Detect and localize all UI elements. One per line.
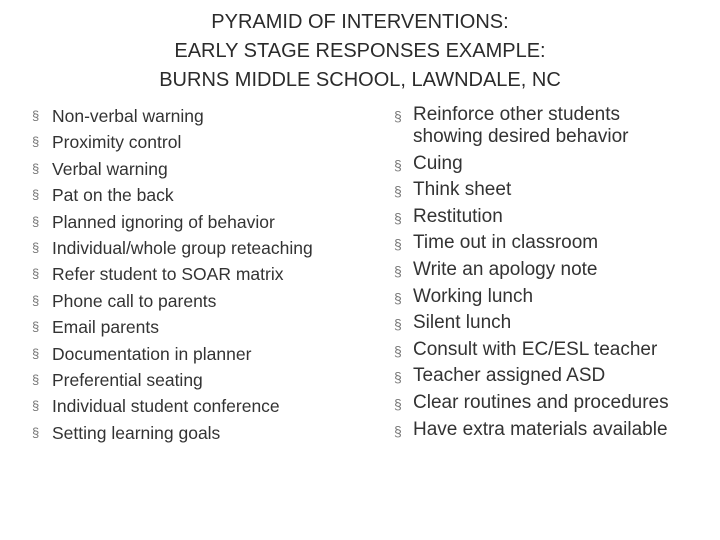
bullet-icon: §	[32, 319, 40, 335]
bullet-icon: §	[32, 398, 40, 414]
list-item	[394, 259, 694, 281]
list-item-text: Think sheet	[413, 179, 512, 201]
list-item	[394, 392, 694, 414]
list-item-text: Cuing	[413, 152, 463, 174]
list-item	[394, 312, 694, 334]
list-item	[32, 238, 332, 258]
bullet-icon: §	[394, 422, 402, 439]
bullet-icon: §	[32, 187, 40, 203]
list-item-text: Planned ignoring of behavior	[52, 211, 275, 232]
title-line-3: BURNS MIDDLE SCHOOL, LAWNDALE, NC	[159, 69, 561, 91]
bullet-icon: §	[394, 108, 402, 124]
list-item-text: Pat on the back	[52, 185, 174, 206]
list-item	[32, 159, 332, 179]
bullet-icon: §	[32, 424, 40, 440]
list-item	[32, 264, 332, 284]
bullet-icon: §	[32, 292, 40, 308]
list-item-text: Phone call to parents	[52, 290, 217, 311]
list-item-text: Have extra materials available	[413, 418, 668, 440]
list-item-text: Consult with EC/ESL teacher	[413, 338, 658, 360]
bullet-icon: §	[394, 262, 402, 279]
list-item-text: Individual/whole group reteaching	[52, 237, 313, 258]
slide-title	[0, 8, 720, 95]
list-item	[394, 286, 694, 308]
bullet-icon: §	[32, 134, 40, 150]
bullet-icon: §	[394, 183, 402, 200]
list-item-text: Email parents	[52, 317, 159, 338]
bullet-icon: §	[32, 108, 40, 123]
list-item-text: Non-verbal warning	[52, 106, 204, 126]
list-item-text: Clear routines and procedures	[413, 391, 669, 413]
list-item	[32, 132, 332, 152]
bullet-icon: §	[394, 156, 402, 173]
list-item-text: Preferential seating	[52, 369, 203, 390]
bullet-icon: §	[32, 213, 40, 229]
list-item	[394, 153, 694, 175]
list-item	[32, 396, 332, 416]
list-item-text: Reinforce other students showing desired behavior	[413, 104, 629, 147]
list-item	[32, 185, 332, 205]
list-item-text: Refer student to SOAR matrix	[52, 264, 284, 285]
title-line-1: PYRAMID OF INTERVENTIONS:	[211, 11, 509, 33]
bullet-icon: §	[394, 342, 402, 359]
bullet-icon: §	[32, 266, 40, 282]
list-item-text: Silent lunch	[413, 312, 512, 334]
bullet-icon: §	[394, 209, 402, 226]
list-item	[32, 212, 332, 232]
bullet-icon: §	[394, 369, 402, 386]
list-item-text: Setting learning goals	[52, 422, 221, 443]
bullet-icon: §	[32, 160, 40, 176]
list-item-text: Verbal warning	[52, 158, 168, 179]
list-item-text: Proximity control	[52, 132, 182, 153]
bullet-icon: §	[394, 316, 402, 333]
list-item	[394, 104, 694, 148]
list-item	[394, 419, 694, 441]
title-line-2: EARLY STAGE RESPONSES EXAMPLE:	[174, 40, 546, 62]
bullet-icon: §	[394, 395, 402, 412]
list-item	[32, 317, 332, 337]
list-item	[394, 365, 694, 387]
bullet-icon: §	[32, 345, 40, 361]
right-intervention-list	[394, 104, 694, 445]
bullet-icon: §	[394, 236, 402, 253]
list-item-text: Write an apology note	[413, 258, 598, 280]
list-item	[394, 339, 694, 361]
bullet-icon: §	[32, 371, 40, 387]
bullet-icon: §	[394, 289, 402, 306]
list-item	[32, 344, 332, 364]
list-item-text: Documentation in planner	[52, 343, 252, 364]
list-item	[32, 423, 332, 443]
list-item	[394, 179, 694, 201]
list-item	[32, 106, 332, 126]
list-item	[32, 370, 332, 390]
list-item-text: Individual student conference	[52, 396, 280, 417]
bullet-icon: §	[32, 239, 40, 255]
list-item-text: Restitution	[413, 205, 503, 227]
list-item	[32, 291, 332, 311]
list-item-text: Time out in classroom	[413, 232, 599, 254]
left-intervention-list	[32, 106, 332, 449]
list-item	[394, 232, 694, 254]
list-item-text: Working lunch	[413, 285, 534, 307]
list-item-text: Teacher assigned ASD	[413, 365, 606, 387]
list-item	[394, 206, 694, 228]
